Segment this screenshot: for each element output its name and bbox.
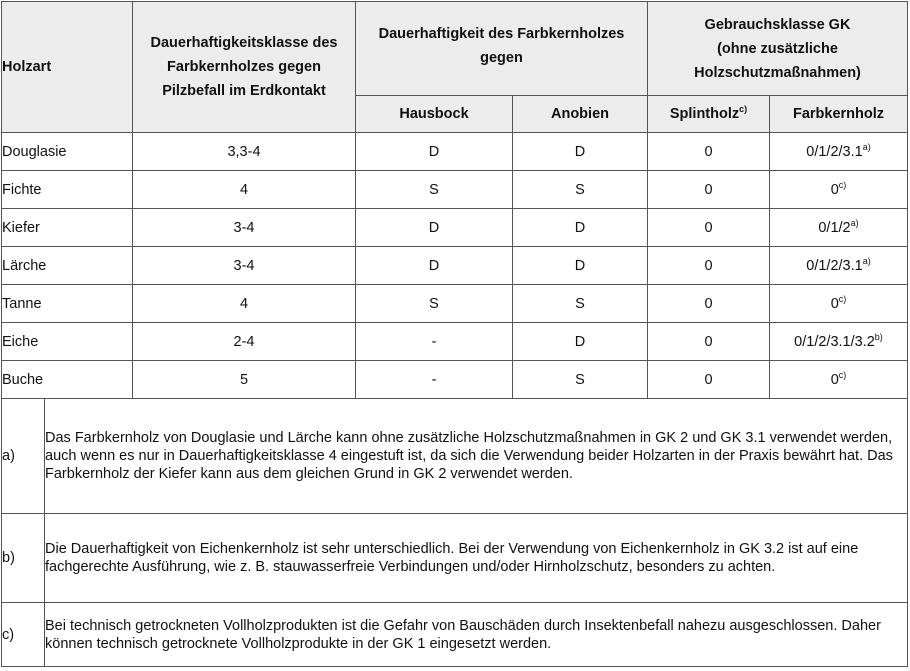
cell-farbkernholz: 0/1/2/3.1$^{a)}$ <box>770 247 908 285</box>
footnote-marker: c) <box>739 104 748 114</box>
footnote-marker: a) <box>850 217 859 228</box>
cell-klasse: 3-4 <box>133 247 356 285</box>
cell-anobien: S <box>513 361 648 399</box>
cell-anobien: D <box>513 247 648 285</box>
cell-splintholz: 0 <box>648 247 770 285</box>
cell-klasse: 2-4 <box>133 323 356 361</box>
cell-holzart: Buche <box>2 361 133 399</box>
cell-klasse: 5 <box>133 361 356 399</box>
wood-durability-table <box>1 1 908 667</box>
cell-klasse: 4 <box>133 171 356 209</box>
cell-hausbock: S <box>356 171 513 209</box>
cell-splintholz: 0 <box>648 209 770 247</box>
cell-holzart: Lärche <box>2 247 133 285</box>
footnote-marker: b) <box>874 331 883 342</box>
footnote-marker: a) <box>862 141 871 152</box>
table-row <box>2 323 908 361</box>
table-row <box>2 209 908 247</box>
cell-farbkernholz: 0$^{c)}$ <box>770 361 908 399</box>
header-splintholz: Splintholz$^{c)}$ <box>648 96 770 133</box>
cell-anobien: D <box>513 209 648 247</box>
table-row <box>2 361 908 399</box>
cell-klasse: 3-4 <box>133 209 356 247</box>
footnote-marker: c) <box>838 369 847 380</box>
footnote-text: Bei technisch getrockneten Vollholzprodukten ist die Gefahr von Bauschäden durch Insektenbefall nahezu ausgeschlossen. Daher können technisch getrocknete Vollholzprodukte in der GK 1 eingesetzt werden. <box>45 603 908 667</box>
cell-hausbock: D <box>356 133 513 171</box>
cell-anobien: D <box>513 133 648 171</box>
cell-farbkernholz: 0$^{c)}$ <box>770 171 908 209</box>
cell-hausbock: D <box>356 209 513 247</box>
header-dauerhaftigkeit-gegen: Dauerhaftigkeit des Farbkernholzes gegen <box>356 2 648 96</box>
cell-holzart: Kiefer <box>2 209 133 247</box>
table-row <box>2 285 908 323</box>
footnote-text: Das Farbkernholz von Douglasie und Lärche kann ohne zusätzliche Holzschutzmaßnahmen in GK 2 und GK 3.1 verwendet werden, auch wenn es nur in Dauerhaftigkeitsklasse 4 eingestuft ist, da sich die Verwendung beider Holzarten in der Praxis bewährt hat. Das Farbkernholz der Kiefer kann aus dem gleichen Grund in GK 2 verwendet werden. <box>45 399 908 514</box>
cell-holzart: Tanne <box>2 285 133 323</box>
cell-farbkernholz: 0$^{c)}$ <box>770 285 908 323</box>
cell-klasse: 3,3-4 <box>133 133 356 171</box>
footnote-label: c) <box>2 603 45 667</box>
table-row <box>2 171 908 209</box>
footnote-marker: a) <box>862 255 871 266</box>
cell-anobien: D <box>513 323 648 361</box>
header-dauerhaftigkeitsklasse: Dauerhaftigkeitsklasse des Farbkernholzes gegen Pilzbefall im Erdkontakt <box>133 2 356 133</box>
table-row <box>2 247 908 285</box>
cell-farbkernholz: 0/1/2$^{a)}$ <box>770 209 908 247</box>
footnote-row <box>2 603 908 667</box>
cell-farbkernholz: 0/1/2/3.1/3.2$^{b)}$ <box>770 323 908 361</box>
cell-hausbock: S <box>356 285 513 323</box>
header-holzart: Holzart <box>2 2 133 133</box>
cell-holzart: Eiche <box>2 323 133 361</box>
footnote-text: Die Dauerhaftigkeit von Eichenkernholz ist sehr unterschiedlich. Bei der Verwendung von Eichenkernholz in GK 3.2 ist auf eine fachgerechte Ausführung, wie z. B. stauwasserfreie Verbindungen und/oder Hirnholzschutz, besonders zu achten. <box>45 514 908 603</box>
cell-splintholz: 0 <box>648 285 770 323</box>
cell-splintholz: 0 <box>648 361 770 399</box>
header-hausbock: Hausbock <box>356 96 513 133</box>
cell-holzart: Fichte <box>2 171 133 209</box>
footnote-label: b) <box>2 514 45 603</box>
cell-splintholz: 0 <box>648 171 770 209</box>
header-gebrauchsklasse: Gebrauchsklasse GK (ohne zusätzliche Holzschutzmaßnahmen) <box>648 2 908 96</box>
table-row <box>2 133 908 171</box>
footnote-label: a) <box>2 399 45 514</box>
cell-anobien: S <box>513 285 648 323</box>
cell-splintholz: 0 <box>648 133 770 171</box>
cell-hausbock: - <box>356 361 513 399</box>
header-farbkernholz: Farbkernholz <box>770 96 908 133</box>
footnote-row <box>2 514 908 603</box>
cell-holzart: Douglasie <box>2 133 133 171</box>
cell-klasse: 4 <box>133 285 356 323</box>
cell-farbkernholz: 0/1/2/3.1$^{a)}$ <box>770 133 908 171</box>
cell-hausbock: D <box>356 247 513 285</box>
cell-anobien: S <box>513 171 648 209</box>
footnote-row <box>2 399 908 514</box>
header-anobien: Anobien <box>513 96 648 133</box>
footnote-marker: c) <box>838 179 847 190</box>
table-body <box>2 133 908 667</box>
cell-splintholz: 0 <box>648 323 770 361</box>
cell-hausbock: - <box>356 323 513 361</box>
footnote-marker: c) <box>838 293 847 304</box>
